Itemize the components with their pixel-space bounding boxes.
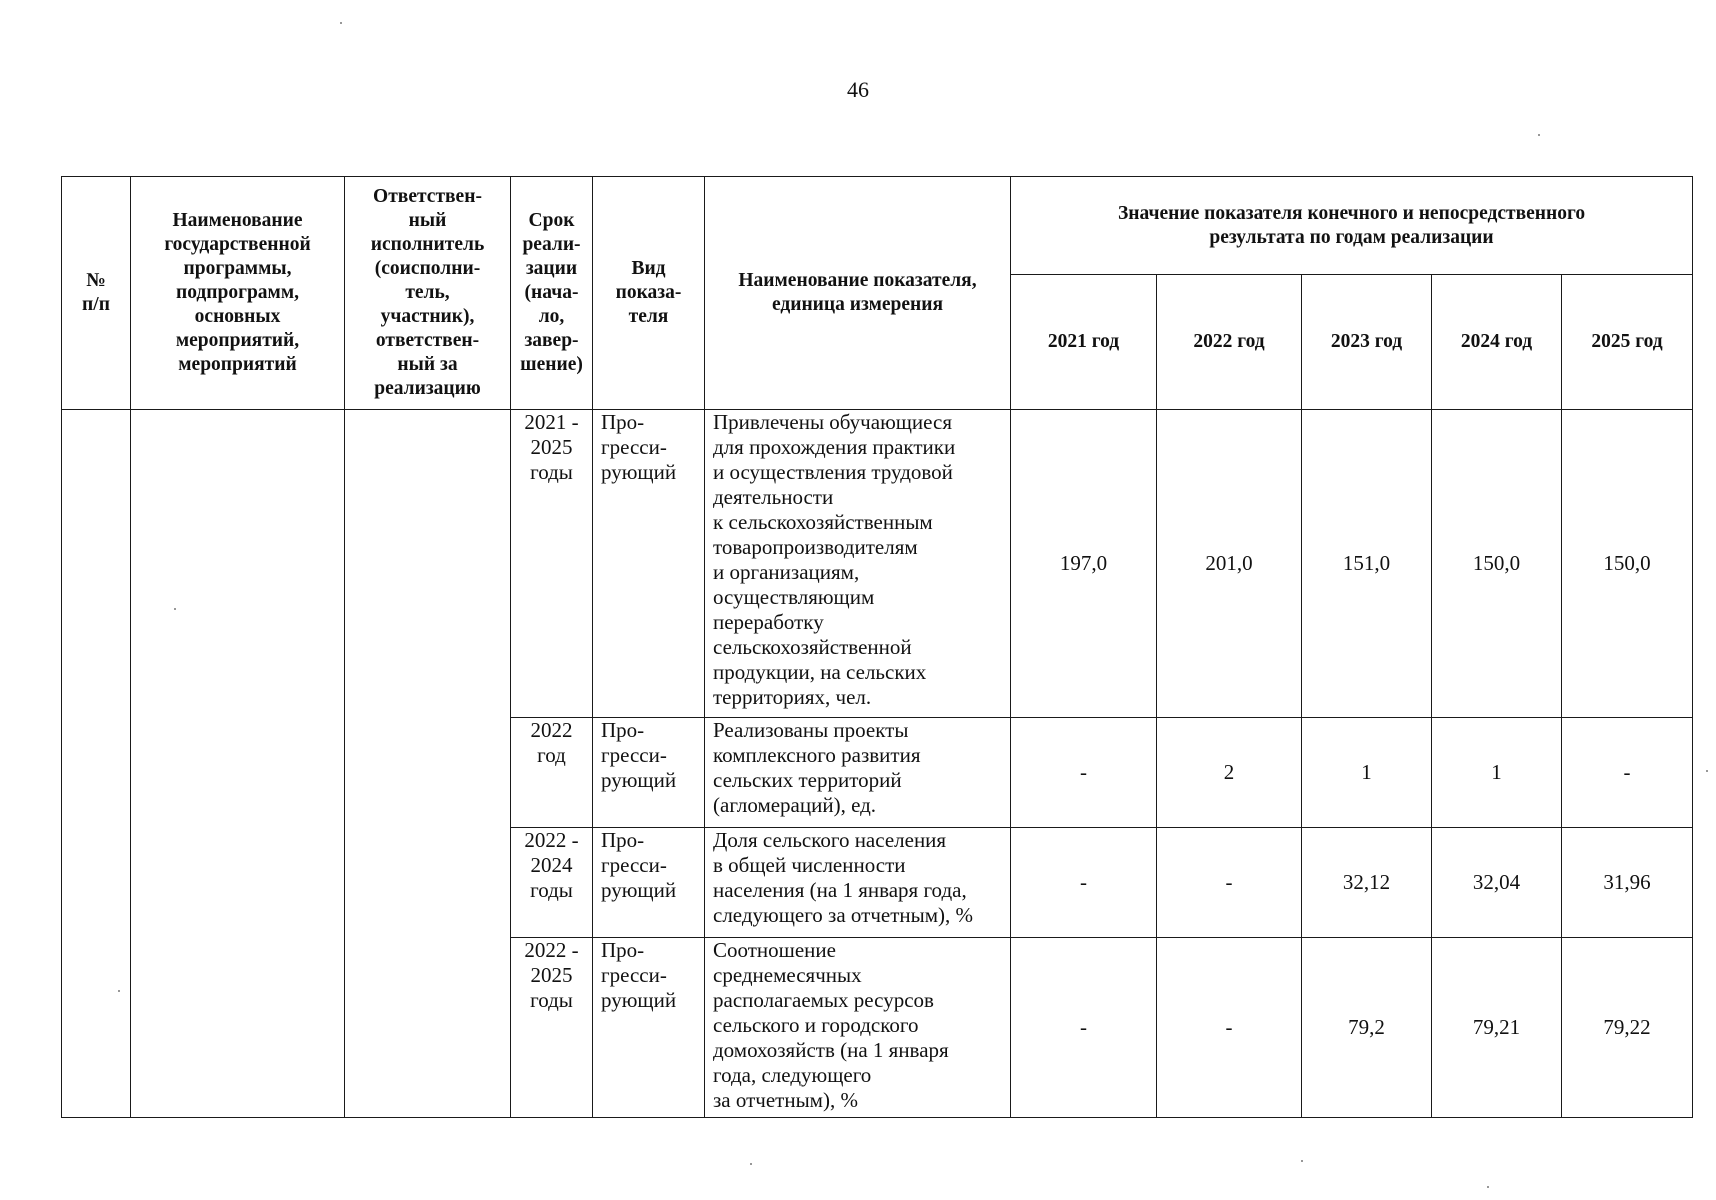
- header-term: Срок реали- зации (нача- ло, завер- шение): [511, 177, 593, 410]
- header-year-2023: 2023 год: [1302, 275, 1432, 410]
- cell-value-2021: -: [1011, 828, 1157, 938]
- cell-value-2024: 79,21: [1432, 938, 1562, 1118]
- cell-value-2021: -: [1011, 718, 1157, 828]
- header-kind: Вид показа- теля: [593, 177, 705, 410]
- cell-value-2021: 197,0: [1011, 410, 1157, 718]
- cell-executor: [345, 410, 511, 1118]
- scan-speck: [1706, 770, 1708, 772]
- cell-term: 2022 - 2025 годы: [511, 938, 593, 1118]
- header-values-group: Значение показателя конечного и непосредственного результата по годам реализации: [1011, 177, 1693, 275]
- header-year-2025: 2025 год: [1562, 275, 1693, 410]
- header-year-2024: 2024 год: [1432, 275, 1562, 410]
- cell-kind: Про- гресси- рующий: [593, 718, 705, 828]
- page-number: 46: [847, 77, 869, 102]
- cell-indicator: Доля сельского населения в общей численности населения (на 1 января года, следующего за отчетным), %: [705, 828, 1011, 938]
- cell-term: 2021 - 2025 годы: [511, 410, 593, 718]
- cell-value-2022: 2: [1157, 718, 1302, 828]
- header-num: № п/п: [62, 177, 131, 410]
- cell-kind: Про- гресси- рующий: [593, 410, 705, 718]
- cell-value-2022: -: [1157, 828, 1302, 938]
- cell-value-2024: 150,0: [1432, 410, 1562, 718]
- scan-speck: [174, 608, 176, 610]
- header-indicator: Наименование показателя, единица измерения: [705, 177, 1011, 410]
- cell-value-2025: 150,0: [1562, 410, 1693, 718]
- scan-speck: [1301, 1160, 1303, 1162]
- cell-indicator: Реализованы проекты комплексного развития сельских территорий (агломераций), ед.: [705, 718, 1011, 828]
- cell-kind: Про- гресси- рующий: [593, 938, 705, 1118]
- cell-value-2025: 31,96: [1562, 828, 1693, 938]
- cell-value-2021: -: [1011, 938, 1157, 1118]
- cell-kind: Про- гресси- рующий: [593, 828, 705, 938]
- cell-value-2023: 1: [1302, 718, 1432, 828]
- header-program: Наименование государственной программы, подпрограмм, основных мероприятий, мероприятий: [131, 177, 345, 410]
- table-row: [62, 410, 1693, 718]
- cell-num: [62, 410, 131, 1118]
- cell-value-2023: 32,12: [1302, 828, 1432, 938]
- header-executor: Ответствен- ный исполнитель (соисполни- тель, участник), ответствен- ный за реализацию: [345, 177, 511, 410]
- cell-indicator: Привлечены обучающиеся для прохождения практики и осуществления трудовой деятельности к сельскохозяйственным товаропроизводителям и организациям, осуществляющим переработку сельскохозяйственной продукции, на сельских территориях, чел.: [705, 410, 1011, 718]
- cell-indicator: Соотношение среднемесячных располагаемых ресурсов сельского и городского домохозяйств (на 1 января года, следующего за отчетным), %: [705, 938, 1011, 1118]
- cell-value-2024: 32,04: [1432, 828, 1562, 938]
- scan-speck: [1487, 1186, 1489, 1188]
- cell-value-2023: 79,2: [1302, 938, 1432, 1118]
- cell-term: 2022 - 2024 годы: [511, 828, 593, 938]
- header-year-2021: 2021 год: [1011, 275, 1157, 410]
- cell-value-2022: -: [1157, 938, 1302, 1118]
- cell-value-2025: -: [1562, 718, 1693, 828]
- scan-speck: [340, 22, 342, 24]
- cell-term: 2022 год: [511, 718, 593, 828]
- scan-speck: [1538, 134, 1540, 136]
- cell-value-2025: 79,22: [1562, 938, 1693, 1118]
- indicators-table: [61, 176, 1693, 1118]
- cell-value-2022: 201,0: [1157, 410, 1302, 718]
- scan-speck: [118, 990, 120, 992]
- header-year-2022: 2022 год: [1157, 275, 1302, 410]
- scan-speck: [750, 1163, 752, 1165]
- cell-value-2024: 1: [1432, 718, 1562, 828]
- header-row: [62, 177, 1693, 275]
- cell-value-2023: 151,0: [1302, 410, 1432, 718]
- cell-program: [131, 410, 345, 1118]
